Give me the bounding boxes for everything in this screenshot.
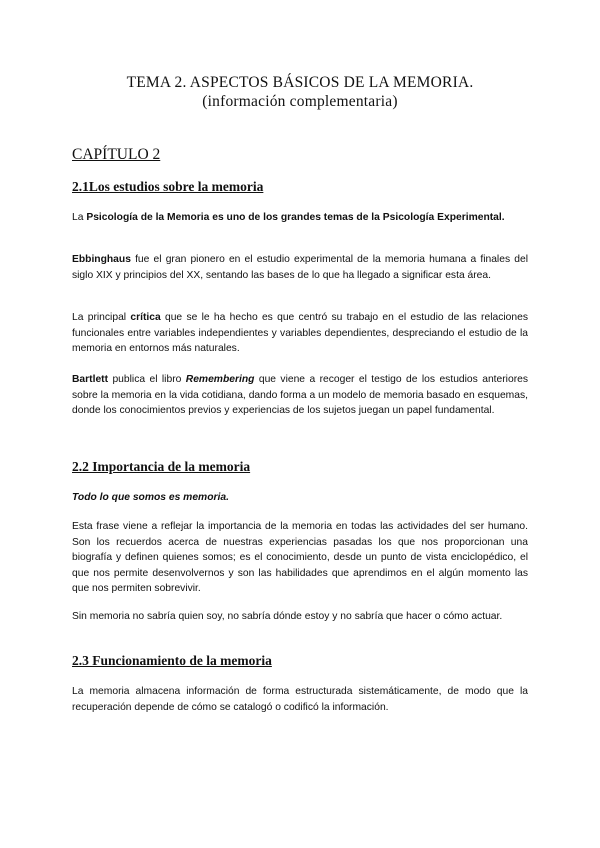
bold-text: Psicología de la Memoria es uno de los grandes temas de la Psicología Experimental. xyxy=(86,212,505,223)
text-span: La xyxy=(72,212,87,223)
paragraph: La memoria almacena información de forma estructurada sistemáticamente, de modo que la recuperación depende de cómo se catalogó o codificó la información. xyxy=(72,686,528,713)
document-subtitle: (información complementaria) xyxy=(202,93,398,110)
text-span: publica el libro xyxy=(108,374,186,385)
paragraph xyxy=(72,372,528,419)
bold-text: Bartlett xyxy=(72,374,109,385)
bold-text: Ebbinghaus xyxy=(72,254,131,265)
paragraph: Esta frase viene a reflejar la importancia de la memoria en todas las actividades del ser humano. Son los recuerdos acerca de nuestras experiencias pasadas los que nos proporcionan una biografía y definen quienes somos; es el conocimiento, desde un punto de vista enciclopédico, el que nos permite desenvolvernos y son las habilidades que aprendimos en el algún momento las que nos permiten sobrevivir. xyxy=(72,521,528,595)
text-span: que se le ha hecho es que centró su trabajo en el estudio de las relaciones funcionales entre variables independientes y variables dependientes, despreciando el estudio de la memoria en entornos más naturales. xyxy=(72,312,528,355)
section-heading-2-2: 2.2 Importancia de la memoria xyxy=(72,459,251,474)
paragraph xyxy=(72,310,528,357)
chapter-heading: CAPÍTULO 2 xyxy=(72,146,161,163)
section-heading-2-1: 2.1Los estudios sobre la memoria xyxy=(72,179,264,194)
text-span: fue el gran pionero en el estudio experimental de la memoria humana a finales del siglo XIX y principios del XX, sentando las bases de lo que ha llegado a significar esta área. xyxy=(72,254,528,281)
section-heading-2-3: 2.3 Funcionamiento de la memoria xyxy=(72,653,272,668)
text-span: que viene a recoger el testigo de los estudios anteriores sobre la memoria en la vida cotidiana, dando forma a un modelo de memoria basado en esquemas, donde los conocimientos previos y experiencias de los sujetos juegan un papel fundamental. xyxy=(72,374,529,417)
paragraph xyxy=(72,210,528,226)
quote-text: Todo lo que somos es memoria. xyxy=(72,492,229,503)
paragraph xyxy=(72,252,528,283)
text-span: La principal xyxy=(72,312,131,323)
quote xyxy=(72,490,528,506)
document-title: TEMA 2. ASPECTOS BÁSICOS DE LA MEMORIA. xyxy=(126,74,474,91)
bold-italic-text: Remembering xyxy=(185,374,255,385)
bold-text: crítica xyxy=(130,312,161,323)
paragraph: Sin memoria no sabría quien soy, no sabría dónde estoy y no sabría que hacer o cómo actuar. xyxy=(72,611,503,622)
